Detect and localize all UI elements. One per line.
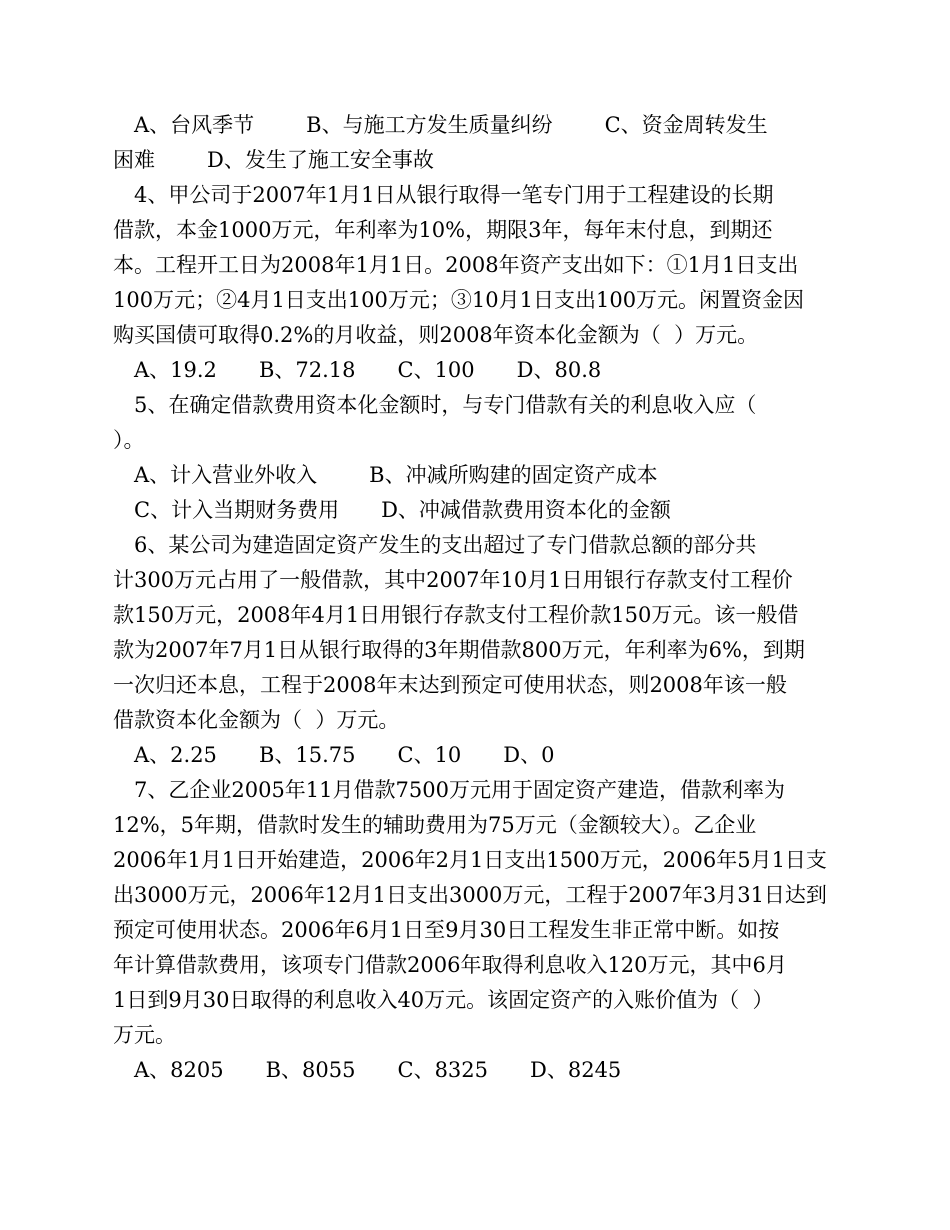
q6-options-line xyxy=(113,738,837,773)
q4-text-line: 100万元；②4月1日支出100万元；③10月1日支出100万元。闲置资金因 xyxy=(113,288,805,312)
q3-option-d: D、发生了施工安全事故 xyxy=(207,148,434,172)
q4-options-line xyxy=(113,353,837,388)
q4-option-a: A、19.2 xyxy=(134,358,217,382)
q5-option-b: B、冲减所购建的固定资产成本 xyxy=(369,463,658,487)
q5-text-line: 5、在确定借款费用资本化金额时，与专门借款有关的利息收入应（ xyxy=(134,393,757,417)
q7-text-line: 年计算借款费用，该项专门借款2006年取得利息收入120万元，其中6月 xyxy=(113,953,787,977)
q6-text-line: 计300万元占用了一般借款，其中2007年10月1日用银行存款支付工程价 xyxy=(113,568,793,592)
q6-option-a: A、2.25 xyxy=(134,743,217,767)
q6-text-line: 款150万元，2008年4月1日用银行存款支付工程价款150万元。该一般借 xyxy=(113,603,799,627)
q5-options-line-2 xyxy=(113,493,837,528)
q6-text-line: 一次归还本息，工程于2008年末达到预定可使用状态，则2008年该一般 xyxy=(113,673,787,697)
q7-option-c: C、8325 xyxy=(397,1058,489,1082)
q6-text-line: 6、某公司为建造固定资产发生的支出超过了专门借款总额的部分共 xyxy=(134,533,757,557)
q7-option-b: B、8055 xyxy=(265,1058,356,1082)
document-page xyxy=(113,108,837,1088)
q7-text-line: 出3000万元，2006年12月1日支出3000万元，工程于2007年3月31日达到 xyxy=(113,883,827,907)
q3-option-c-cont: 困难 xyxy=(113,148,155,172)
q6-option-d: D、0 xyxy=(503,743,555,767)
q7-text-line: 12%，5年期，借款时发生的辅助费用为75万元（金额较大）。乙企业 xyxy=(113,813,757,837)
q4-text-line: 本。工程开工日为2008年1月1日。2008年资产支出如下：①1月1日支出 xyxy=(113,253,799,277)
q3-options-line-1 xyxy=(113,108,837,143)
q3-option-c: C、资金周转发生 xyxy=(604,113,768,137)
q7-text-line: 1日到9月30日取得的利息收入40万元。该固定资产的入账价值为（ ） xyxy=(113,988,774,1012)
q3-options-line-2 xyxy=(113,143,837,178)
q4-text-line: 借款，本金1000万元，年利率为10%，期限3年，每年末付息，到期还 xyxy=(113,218,773,242)
q4-option-c: C、100 xyxy=(397,358,475,382)
q5-option-d: D、冲减借款费用资本化的金额 xyxy=(381,498,671,522)
q7-text-line: 万元。 xyxy=(113,1023,176,1047)
q7-text-line: 7、乙企业2005年11月借款7500万元用于固定资产建造，借款利率为 xyxy=(134,778,785,802)
q4-option-d: D、80.8 xyxy=(516,358,602,382)
q5-options-line-1 xyxy=(113,458,837,493)
q5-option-c: C、计入当期财务费用 xyxy=(134,498,340,522)
q4-text-line: 购买国债可取得0.2%的月收益，则2008年资本化金额为（ ）万元。 xyxy=(113,323,759,347)
q7-text-line: 预定可使用状态。2006年6月1日至9月30日工程发生非正常中断。如按 xyxy=(113,918,780,942)
q4-option-b: B、72.18 xyxy=(258,358,356,382)
q6-option-c: C、10 xyxy=(397,743,462,767)
q3-option-a: A、台风季节 xyxy=(134,113,255,137)
q6-text-line: 款为2007年7月1日从银行取得的3年期借款800万元，年利率为6%，到期 xyxy=(113,638,805,662)
q6-option-b: B、15.75 xyxy=(258,743,356,767)
q5-option-a: A、计入营业外收入 xyxy=(134,463,318,487)
q7-text-line: 2006年1月1日开始建造，2006年2月1日支出1500万元，2006年5月1日支 xyxy=(113,848,827,872)
q3-option-b: B、与施工方发生质量纠纷 xyxy=(306,113,553,137)
q6-text-line: 借款资本化金额为（ ）万元。 xyxy=(113,708,400,732)
q4-text-line: 4、甲公司于2007年1月1日从银行取得一笔专门用于工程建设的长期 xyxy=(134,183,774,207)
q5-text-line: ）。 xyxy=(113,428,145,452)
q7-option-a: A、8205 xyxy=(134,1058,224,1082)
q7-option-d: D、8245 xyxy=(530,1058,622,1082)
q7-options-line xyxy=(113,1053,837,1088)
